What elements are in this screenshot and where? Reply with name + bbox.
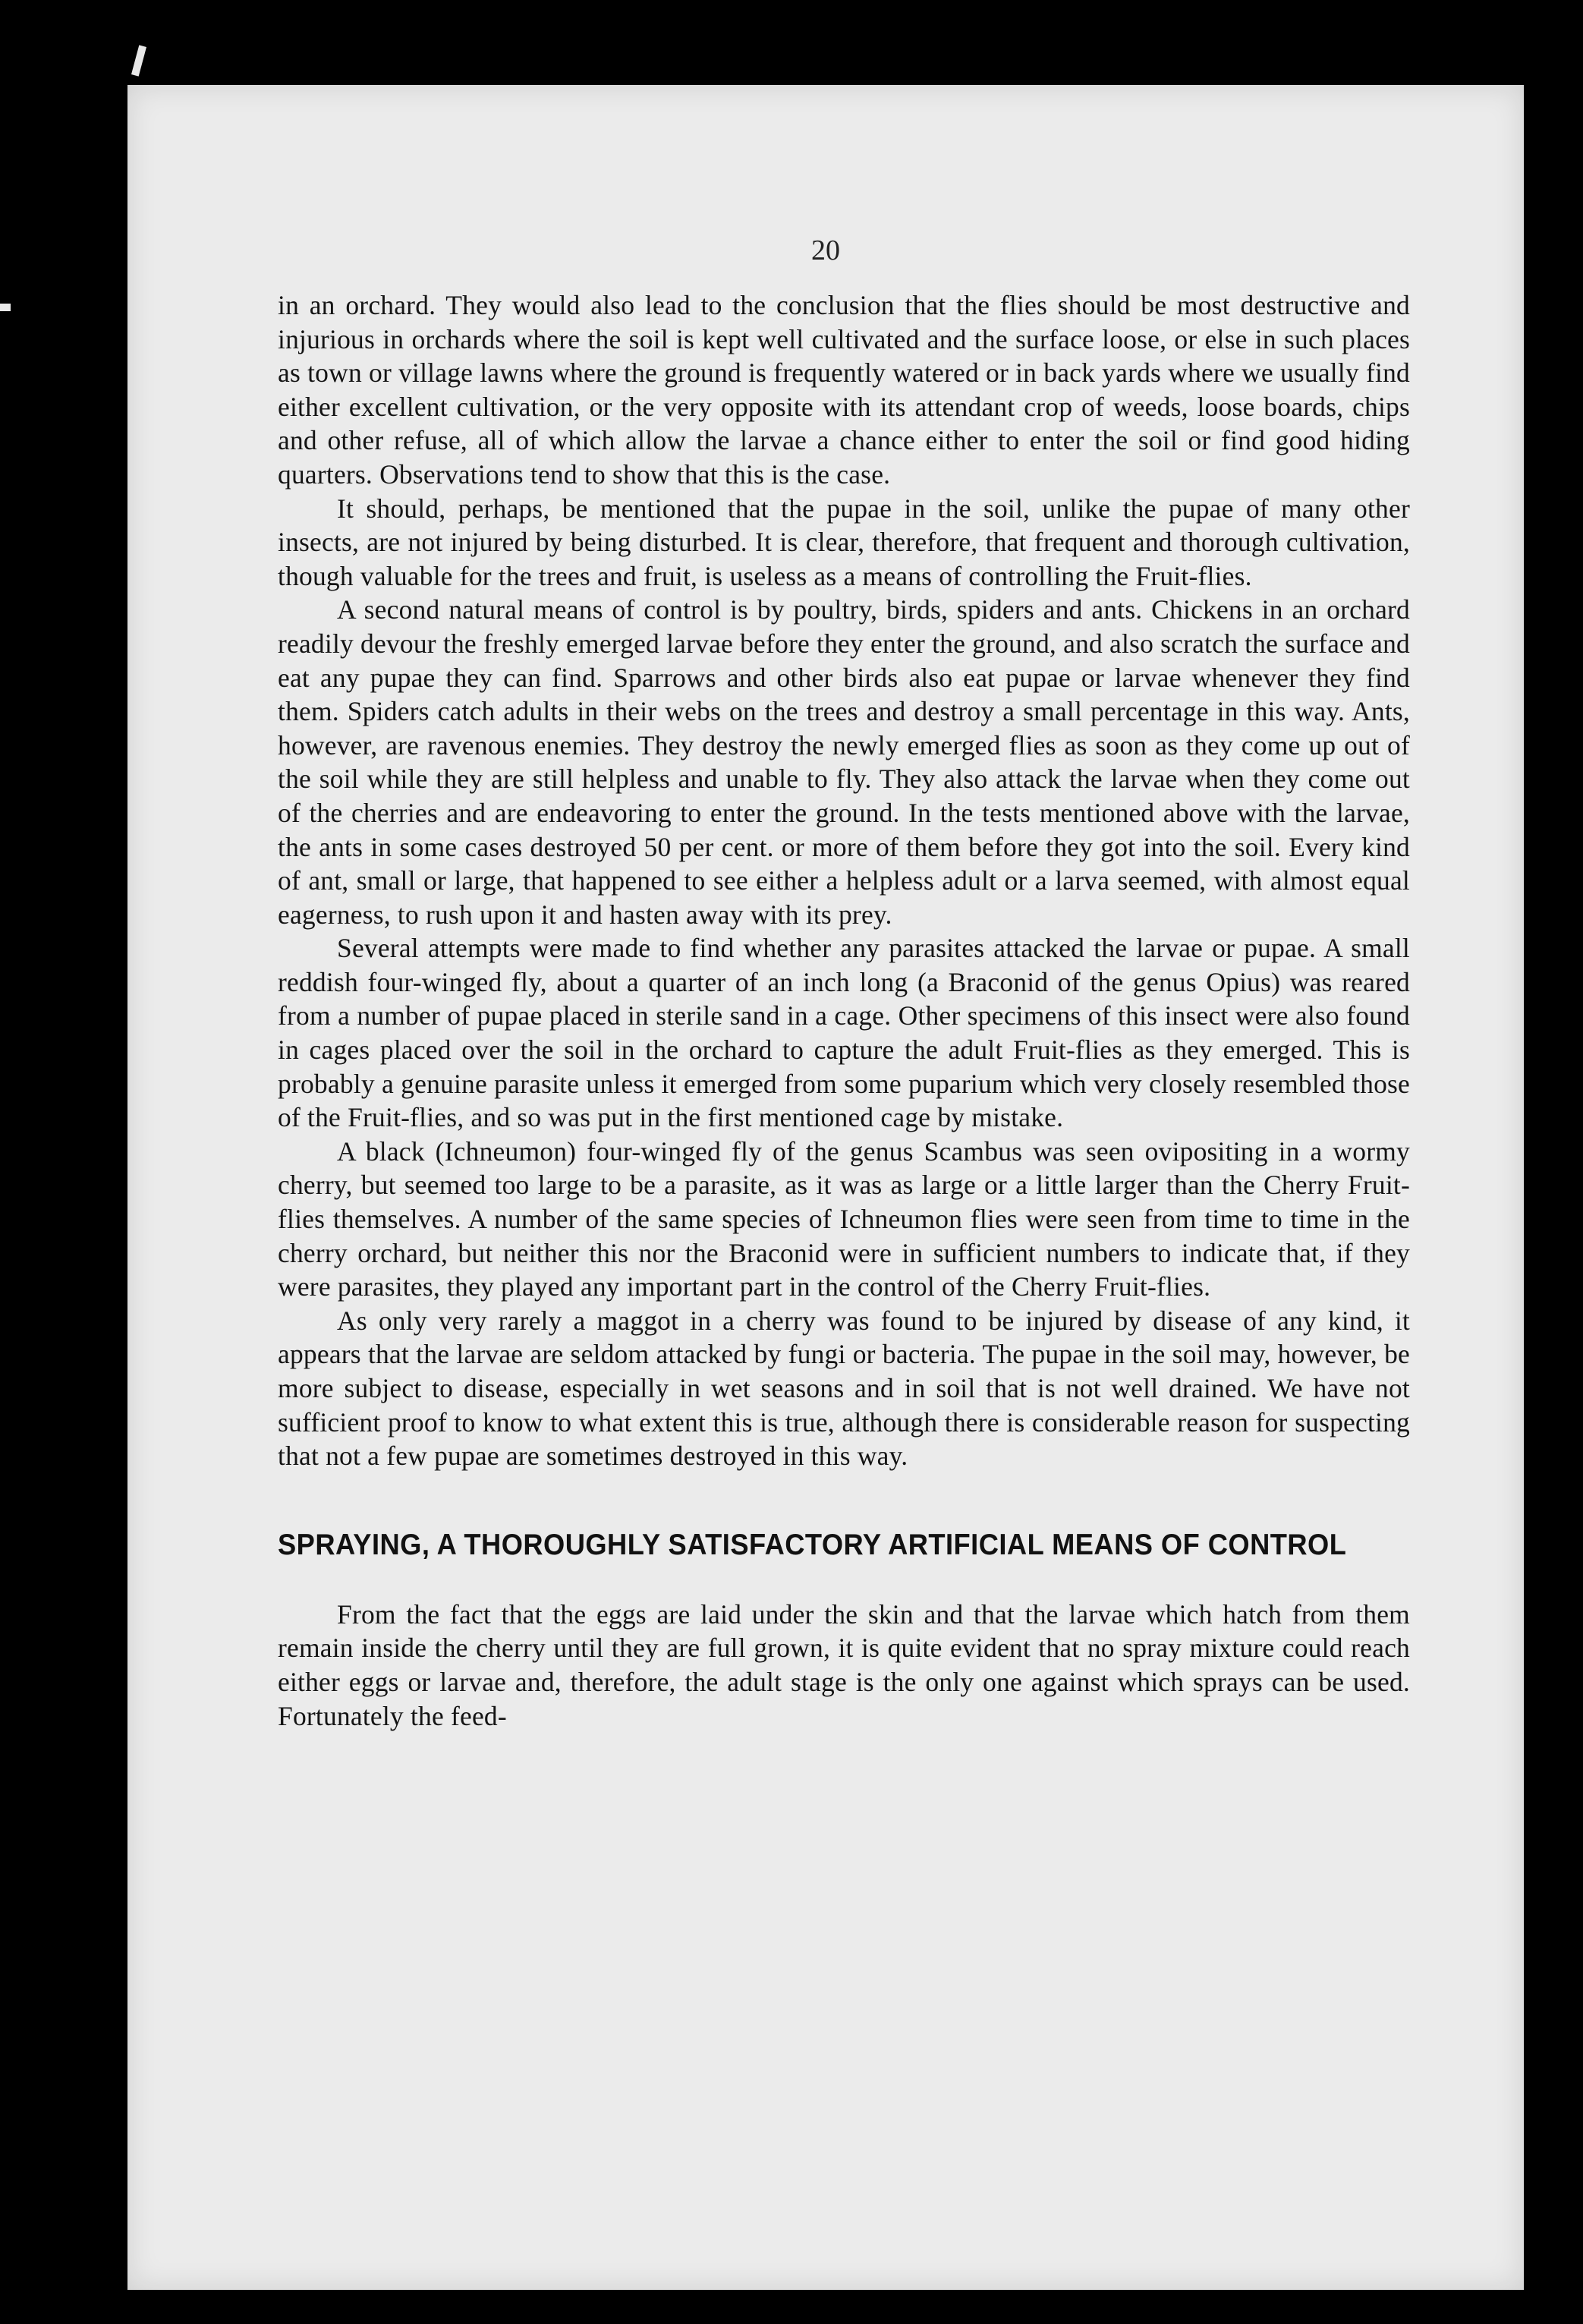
paragraph-ichneumon-fly: A black (Ichneumon) four-winged fly of the genus Scambus was seen ovipositing in a wormy cherry, but seemed too large to be a parasite, as it was as large or a little larger than the Cherry Fruit-flies themselves. A number of the same species of Ichneumon flies were seen from time to time in the cherry orchard, but neither this nor the Braconid were in sufficient numbers to indicate that, if they were parasites, they played any important part in the control of the Cherry Fruit-flies. [278,1135,1410,1302]
paragraph-natural-enemies: A second natural means of control is by poultry, birds, spiders and ants. Chickens in an orchard readily devour the freshly emerged larvae before they enter the ground, and also scratch the surface and eat any pupae they can find. Sparrows and other birds also eat pupae or larvae whenever they find them. Spiders catch adults in their webs on the trees and destroy a small percentage in this way. Ants, however, are ravenous enemies. They destroy the newly emerged flies as soon as they come up out of the soil while they are still helpless and unable to fly. They also attack the larvae when they come out of the cherries and are endeavoring to enter the ground. In the tests mentioned above with the larvae, the ants in some cases destroyed 50 per cent. or more of them before they got into the soil. Every kind of ant, small or large, that happened to see either a helpless adult or a larva seemed, with almost equal eagerness, to rush upon it and hasten away with its prey. [278,594,1410,930]
paragraph-pupae-cultivation: It should, perhaps, be mentioned that the pupae in the soil, unlike the pupae of many other insects, are not injured by being disturbed. It is clear, therefore, that frequent and thorough cultivation, though valuable for the trees and fruit, is useless as a means of controlling the Fruit-flies. [278,493,1410,591]
paragraph-continued: in an orchard. They would also lead to the conclusion that the flies should be most destructive and injurious in orchards where the soil is kept well cultivated and the surface loose, or else in such places as town or village lawns where the ground is frequently watered or in back yards where we usually find either excellent cultivation, or the very opposite with its attendant crop of weeds, loose boards, chips and other refuse, all of which allow the larvae a chance either to enter the soil or find good hiding quarters. Observations tend to show that this is the case. [278,290,1410,490]
section-heading: SPRAYING, A THOROUGHLY SATISFACTORY ARTIFICIAL MEANS OF CONTROL [278,1528,1347,1561]
paragraph-braconid-parasite: Several attempts were made to find whether any parasites attacked the larvae or pupae. A small reddish four-winged fly, about a quarter of an inch long (a Braconid of the genus Opius) was reared from a number of pupae placed in sterile sand in a cage. Other specimens of this insect were also found in cages placed over the soil in the orchard to capture the adult Fruit-flies as they emerged. This is probably a genuine parasite unless it emerged from some puparium which very closely resembled those of the Fruit-flies, and so was put in the first mentioned cage by mistake. [278,933,1410,1133]
page-body [278,288,1410,1733]
paragraph-disease: As only very rarely a maggot in a cherry was found to be injured by disease of any kind, it appears that the larvae are seldom attacked by fungi or bacteria. The pupae in the soil may, however, be more subject to disease, especially in wet seasons and in soil that is not well drained. We have not sufficient proof to know to what extent this is true, although there is considerable reason for suspecting that not a few pupae are sometimes destroyed in this way. [278,1305,1410,1472]
scan-artifact-top [131,45,146,76]
document-page [127,85,1524,2290]
paragraph-spraying: From the fact that the eggs are laid under the skin and that the larvae which hatch from them remain inside the cherry until they are full grown, it is quite evident that no spray mixture could reach either eggs or larvae and, therefore, the adult stage is the only one against which sprays can be used. Fortunately the feed- [278,1598,1410,1731]
scan-artifact-left [0,304,11,311]
page-number: 20 [811,235,840,266]
